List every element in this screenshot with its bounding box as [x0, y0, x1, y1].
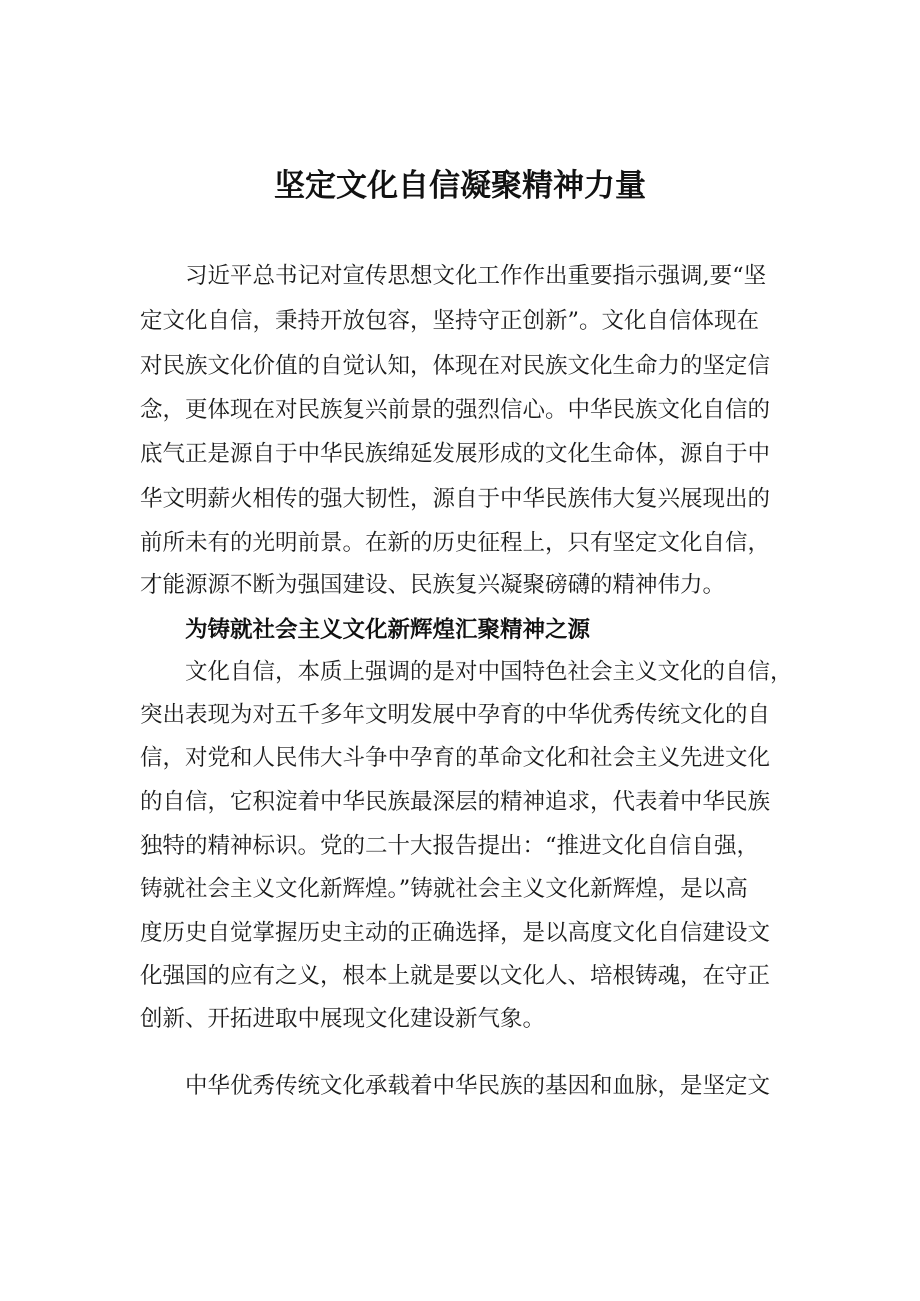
- paragraph-2-line: 独特的精神标识。党的二十大报告提出：“推进文化自信自强，: [140, 833, 760, 859]
- paragraph-1-line: 华文明薪火相传的强大韧性，源自于中华民族伟大复兴展现出的: [140, 486, 771, 512]
- paragraph-1-line: 念，更体现在对民族复兴前景的强烈信心。中华民族文化自信的: [140, 397, 771, 423]
- paragraph-1-line: 才能源源不断为强国建设、民族复兴凝聚磅礴的精神伟力。: [140, 572, 726, 598]
- paragraph-1-line: 前所未有的光明前景。在新的历史征程上，只有坚定文化自信，: [140, 530, 771, 556]
- paragraph-2-line: 文化自信，本质上强调的是对中国特色社会主义文化的自信，: [185, 659, 793, 685]
- paragraph-1-line: 定文化自信，秉持开放包容，坚持守正创新”。文化自信体现在: [140, 308, 760, 334]
- paragraph-2-line: 化强国的应有之义，根本上就是要以文化人、培根铸魂，在守正: [140, 963, 771, 989]
- paragraph-1-line: 底气正是源自于中华民族绵延发展形成的文化生命体，源自于中: [140, 441, 771, 467]
- paragraph-2-line: 信，对党和人民伟大斗争中孕育的革命文化和社会主义先进文化: [140, 745, 771, 771]
- paragraph-2-line: 的自信，它积淀着中华民族最深层的精神追求，代表着中华民族: [140, 789, 771, 815]
- paragraph-3-line: 中华优秀传统文化承载着中华民族的基因和血脉，是坚定文: [185, 1073, 771, 1099]
- paragraph-2-line: 创新、开拓进取中展现文化建设新气象。: [140, 1006, 546, 1032]
- section-subheading: 为铸就社会主义文化新辉煌汇聚精神之源: [185, 617, 591, 643]
- document-title: 坚定文化自信凝聚精神力量: [274, 168, 646, 204]
- paragraph-1-line: 习近平总书记对宣传思想文化工作作出重要指示强调,要“坚: [185, 263, 767, 289]
- paragraph-2-line: 度历史自觉掌握历史主动的正确选择，是以高度文化自信建设文: [140, 920, 771, 946]
- paragraph-2-line: 铸就社会主义文化新辉煌。”铸就社会主义文化新辉煌，是以高: [140, 876, 748, 902]
- paragraph-1-line: 对民族文化价值的自觉认知，体现在对民族文化生命力的坚定信: [140, 353, 771, 379]
- paragraph-2-line: 突出表现为对五千多年文明发展中孕育的中华优秀传统文化的自: [140, 702, 771, 728]
